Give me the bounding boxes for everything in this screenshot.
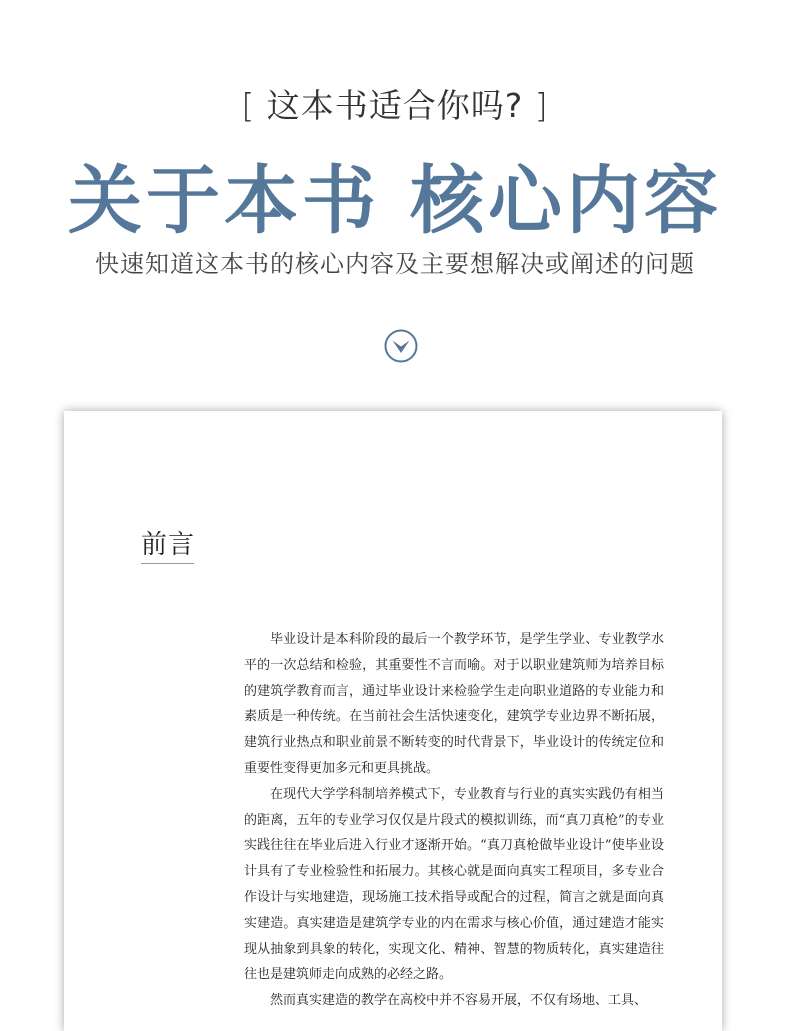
preface-body	[244, 627, 664, 1014]
kicker-heading	[0, 80, 790, 127]
preface-title: 前言	[141, 530, 196, 560]
headline-right: 核心内容	[410, 158, 722, 244]
preface-page-card	[64, 411, 722, 1031]
preface-paragraph-2: 在现代大学学科制培养模式下，专业教育与行业的真实实践仍有相当的距离，五年的专业学习仅仅是片段式的模拟训练，而“真刀真枪”的专业实践往往在毕业后进入行业才逐渐开始。“真刀真枪做毕业设计”使毕业设计具有了专业检验性和拓展力。其核心就是面向真实工程项目，多专业合作设计与实地建造，现场施工技术指导或配合的过程，简言之就是面向真实建造。真实建造是建筑学专业的内在需求与核心价值，通过建造才能实现从抽象到具象的转化，实现文化、精神、智慧的物质转化，真实建造往往也是建筑师走向成熟的必经之路。	[244, 786, 664, 983]
kicker-text: 这本书适合你吗?	[266, 86, 524, 125]
kicker-bracket-open: [	[241, 86, 256, 125]
chevron-down-circle-icon	[384, 329, 418, 363]
page-subtitle: 快速知道这本书的核心内容及主要想解决或阐述的问题	[95, 250, 695, 278]
preface-paragraph-3: 然而真实建造的教学在高校中并不容易开展，不仅有场地、工具、	[270, 993, 648, 1009]
headline-left: 关于本书	[68, 158, 380, 244]
preface-paragraph-1: 毕业设计是本科阶段的最后一个教学环节，是学生学业、专业教学水平的一次总结和检验，其重要性不言而喻。对于以职业建筑师为培养目标的建筑学教育而言，通过毕业设计来检验学生走向职业道路的专业能力和素质是一种传统。在当前社会生活快速变化，建筑学专业边界不断拓展，建筑行业热点和职业前景不断转变的时代背景下，毕业设计的传统定位和重要性变得更加多元和更具挑战。	[244, 632, 664, 776]
kicker-bracket-close: ]	[534, 86, 549, 125]
title-underline	[141, 563, 194, 564]
page-headline	[0, 142, 790, 248]
